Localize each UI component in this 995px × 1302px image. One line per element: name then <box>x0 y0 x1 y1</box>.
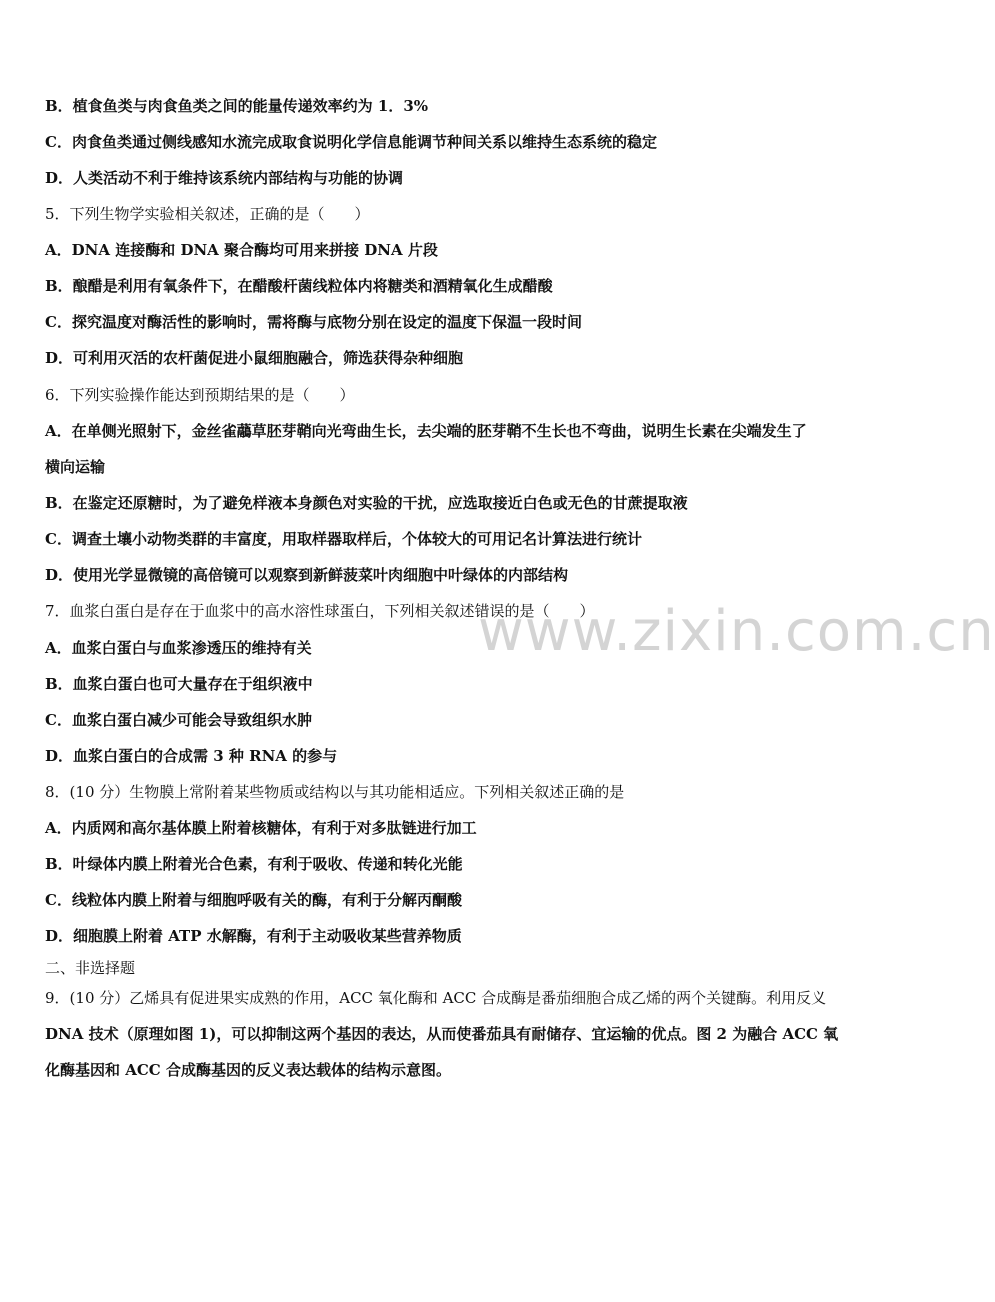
text-line: B．血浆白蛋白也可大量存在于组织液中 <box>45 675 313 693</box>
text-line: DNA 技术（原理如图 1)，可以抑制这两个基因的表达，从而使番茄具有耐储存、宜运输的优点。图 2 为融合 ACC 氧 <box>45 1025 839 1043</box>
watermark: www.zixin.com.cn <box>478 599 995 664</box>
text-line: C．调查土壤小动物类群的丰富度，用取样器取样后，个体较大的可用记名计算法进行统计 <box>45 530 642 548</box>
text-line: C．线粒体内膜上附着与细胞呼吸有关的酶，有利于分解丙酮酸 <box>45 891 462 909</box>
text-line: 8．(10 分）生物膜上常附着某些物质或结构以与其功能相适应。下列相关叙述正确的是 <box>45 783 625 801</box>
text-line: 二、非选择题 <box>45 959 136 977</box>
text-line: C．探究温度对酶活性的影响时，需将酶与底物分别在设定的温度下保温一段时间 <box>45 313 582 331</box>
text-line: C．肉食鱼类通过侧线感知水流完成取食说明化学信息能调节种间关系以维持生态系统的稳定 <box>45 133 657 151</box>
text-line: A．DNA 连接酶和 DNA 聚合酶均可用来拼接 DNA 片段 <box>45 241 438 259</box>
text-line: B．植食鱼类与肉食鱼类之间的能量传递效率约为 1．3% <box>45 97 429 115</box>
text-line: C．血浆白蛋白减少可能会导致组织水肿 <box>45 711 312 729</box>
text-line: 5．下列生物学实验相关叙述，正确的是（ ） <box>45 205 370 223</box>
text-line: B．在鉴定还原糖时，为了避免样液本身颜色对实验的干扰，应选取接近白色或无色的甘蔗提取液 <box>45 494 688 512</box>
text-line: D．血浆白蛋白的合成需 3 种 RNA 的参与 <box>45 747 338 765</box>
text-line: B．酿醋是利用有氧条件下，在醋酸杆菌线粒体内将糖类和酒精氧化生成醋酸 <box>45 277 553 295</box>
text-line: A．血浆白蛋白与血浆渗透压的维持有关 <box>45 639 312 657</box>
text-line: 横向运输 <box>45 458 106 476</box>
text-line: 化酶基因和 ACC 合成酶基因的反义表达载体的结构示意图。 <box>45 1061 451 1079</box>
text-line: B．叶绿体内膜上附着光合色素，有利于吸收、传递和转化光能 <box>45 855 463 873</box>
text-line: 9．(10 分）乙烯具有促进果实成熟的作用，ACC 氧化酶和 ACC 合成酶是番茄细胞合成乙烯的两个关键酶。利用反义 <box>45 989 827 1007</box>
text-line: D．可利用灭活的农杆菌促进小鼠细胞融合，筛选获得杂种细胞 <box>45 349 464 367</box>
text-line: A．内质网和高尔基体膜上附着核糖体，有利于对多肽链进行加工 <box>45 819 477 837</box>
text-line: 7．血浆白蛋白是存在于血浆中的高水溶性球蛋白，下列相关叙述错误的是（ ） <box>45 602 595 620</box>
text-line: D．细胞膜上附着 ATP 水解酶，有利于主动吸收某些营养物质 <box>45 927 462 945</box>
text-line: 6．下列实验操作能达到预期结果的是（ ） <box>45 386 355 404</box>
text-line: D．人类活动不利于维持该系统内部结构与功能的协调 <box>45 169 404 187</box>
text-line: D．使用光学显微镜的高倍镜可以观察到新鲜菠菜叶肉细胞中叶绿体的内部结构 <box>45 566 569 584</box>
text-line: A．在单侧光照射下，金丝雀虉草胚芽鞘向光弯曲生长，去尖端的胚芽鞘不生长也不弯曲，说明生长素在尖端发生了 <box>45 422 807 440</box>
